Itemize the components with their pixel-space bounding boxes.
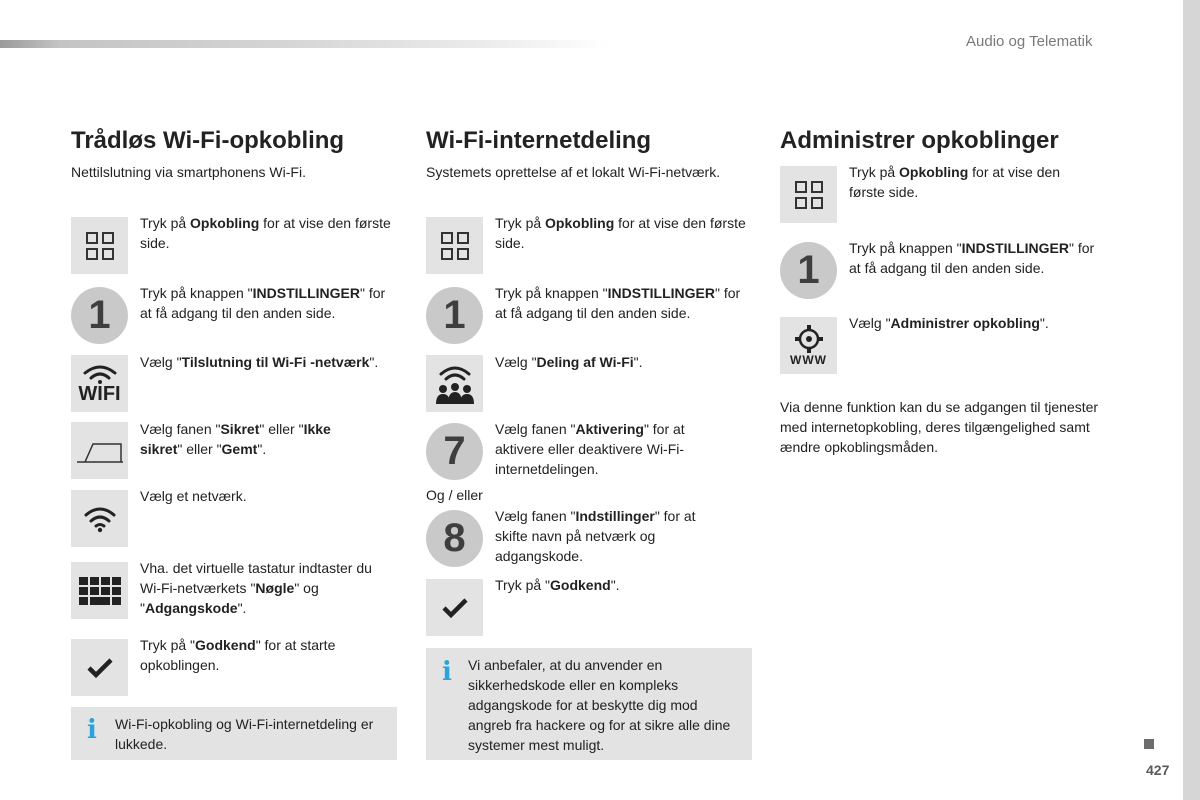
wifi-label-icon — [71, 355, 128, 412]
step-text: Vælg "Administrer opkobling". — [849, 315, 1049, 331]
section-title-wifi-connection: Trådløs Wi-Fi-opkobling — [71, 127, 345, 154]
step-text: Tryk på Opkobling for at vise den første side. — [495, 215, 746, 251]
info-icon: i — [442, 657, 452, 687]
step-number-badge-7: 7 — [426, 423, 483, 480]
header-title: Audio og Telematik — [966, 33, 1093, 50]
section-title-manage-connections: Administrer opkoblinger — [780, 127, 1059, 154]
page-edge-strip — [1183, 0, 1200, 800]
checkmark-icon — [71, 639, 128, 696]
page-number: 427 — [1146, 762, 1170, 778]
www-label-text: WWW — [790, 352, 827, 367]
step-text: Vælg fanen "Aktivering" for at aktivere eller deaktivere Wi-Fi-internetdelingen. — [495, 421, 685, 477]
step-text: Vælg fanen "Indstillinger" for at skifte navn på netværk og adgangskode. — [495, 508, 696, 564]
grid-menu-icon — [780, 166, 837, 223]
wifi-label-text: WIFI — [78, 382, 121, 405]
step-text: Tryk på knappen "INDSTILLINGER" for at få adgang til den anden side. — [495, 285, 741, 321]
section-subtitle: Systemets oprettelse af et lokalt Wi-Fi-netværk. — [426, 164, 721, 180]
wifi-sharing-icon — [426, 355, 483, 412]
step-number-badge: 1 — [71, 287, 128, 344]
info-text: Vi anbefaler, at du anvender en sikkerhedskode eller en kompleks adgangskode for at beskytte dig mod angreb fra hackere og for at sikre alle dine systemer mest muligt. — [468, 657, 731, 753]
info-box — [426, 648, 752, 760]
section-subtitle: Nettilslutning via smartphonens Wi-Fi. — [71, 164, 306, 180]
step-text: Vælg fanen "Sikret" eller "Ikke sikret" eller "Gemt". — [140, 421, 331, 457]
wifi-icon — [71, 490, 128, 547]
page-marker — [1144, 739, 1154, 749]
info-text: Wi-Fi-opkobling og Wi-Fi-internetdeling er lukkede. — [115, 716, 374, 752]
step-text: Tryk på "Godkend" for at starte opkoblingen. — [140, 637, 336, 673]
grid-menu-icon — [426, 217, 483, 274]
step-text: Vælg "Tilslutning til Wi-Fi -netværk". — [140, 354, 379, 370]
step-number-badge: 1 — [426, 287, 483, 344]
step-text: Tryk på Opkobling for at vise den første side. — [140, 215, 391, 251]
header-gradient-bar — [0, 40, 610, 48]
grid-menu-icon — [71, 217, 128, 274]
step-number-badge: 1 — [780, 242, 837, 299]
step-number-badge-8: 8 — [426, 510, 483, 567]
settings-www-icon — [780, 317, 837, 374]
step-text: Tryk på knappen "INDSTILLINGER" for at få adgang til den anden side. — [849, 240, 1095, 276]
checkmark-icon — [426, 579, 483, 636]
info-box — [71, 707, 397, 760]
step-text: Tryk på knappen "INDSTILLINGER" for at få adgang til den anden side. — [140, 285, 386, 321]
step-text: Tryk på Opkobling for at vise den første side. — [849, 164, 1061, 200]
section-title-wifi-sharing: Wi-Fi-internetdeling — [426, 127, 652, 154]
step-text: Tryk på "Godkend". — [495, 577, 620, 593]
or-separator: Og / eller — [426, 487, 483, 503]
description-paragraph: Via denne funktion kan du se adgangen til tjenester med internetopkobling, deres tilgængelighed samt ændre opkoblingsmåden. — [780, 399, 1099, 455]
info-icon: i — [87, 715, 97, 745]
tab-folder-icon — [71, 422, 128, 479]
step-text: Vælg "Deling af Wi-Fi". — [495, 354, 643, 370]
keyboard-icon — [71, 562, 128, 619]
step-text: Vælg et netværk. — [140, 488, 247, 504]
step-text: Vha. det virtuelle tastatur indtaster du Wi-Fi-netværkets "Nøgle" og "Adgangskode". — [140, 560, 372, 616]
